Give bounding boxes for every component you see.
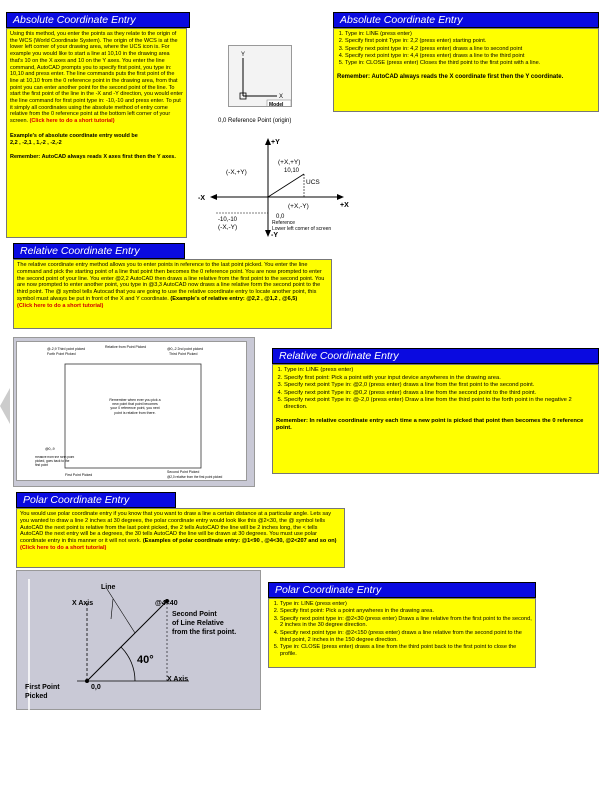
relative-steps-remember: Remember: In relative coordinate entry each time a new point is picked that point then becomes the 0 reference point. [276, 417, 584, 431]
polar-example: (Examples of polar coordinate entry: @1<90 , @4<30, @2<207 and so on) [142, 538, 337, 545]
quadrant-1: (+X,+Y) [278, 159, 301, 166]
polar-step: 2. Specify first point: Pick a point anywheres in the drawing area. [280, 608, 532, 615]
polar-second-point-1: Second Point [172, 611, 217, 618]
absolute-steps-header: Absolute Coordinate Entry [333, 12, 599, 28]
origin-caption: Lower left corner of screen [272, 226, 332, 232]
quadrant-3-value: -10,-10 [218, 217, 238, 223]
fig-top-right: @0,-2 2nd point picked [167, 347, 204, 351]
absolute-example-values: 2,2 , -2,1 , 1,-2 , -2,-2 [10, 139, 62, 146]
reference-point-caption: 0,0 Reference Point (origin) [218, 118, 292, 124]
fig-bottom-left: First Point Picked [65, 473, 93, 477]
quadrant-3: (-X,-Y) [218, 224, 238, 231]
ucs-label: UCS [306, 179, 320, 186]
polar-second-point-3: from the first point. [172, 629, 237, 636]
relative-step: 3. Specify next point Type in: @2,0 (press enter) draws a line from the first point to the second point. [284, 382, 595, 389]
absolute-step: 5. Type in: CLOSE (press enter) Closes the third point to the first point with a line. [345, 60, 595, 67]
absolute-step: 4. Specify next point type in: 4,4 (press enter) draws a line to the third point [345, 53, 595, 60]
fig-left-low: Relative from the forth point picked, goes back to the first point [35, 456, 75, 467]
polar-tutorial-link[interactable]: (Click here to do a short tutorial) [20, 545, 107, 552]
ucs-icon-figure [228, 45, 292, 107]
polar-header: Polar Coordinate Entry [16, 492, 176, 508]
polar-body: You would use polar coordinate entry if you know that you want to draw a line a certain distance at a particular angle. Lets say you wanted to draw a line 2 inches at 30 degrees, the polar coordinate entry would look like this @2<30, the @ symbol tells AutoCAD the next point is relative from the last point picked, the 2 tells AutoCAD the line will be 2 inches long, the < tells AutoCAD the next entry will be a degrees, the 30 tells AutoCAD the line will be drawn at 30 degrees. You must use polar coordinate entry in this manner or it will not work. [20, 511, 332, 545]
polar-figure [16, 570, 261, 710]
absolute-text-box [6, 28, 187, 238]
ucs-y-label: Y [241, 52, 246, 58]
axis-x-neg: -X [198, 195, 205, 202]
polar-origin: 0,0 [91, 684, 101, 691]
axis-x-pos: +X [340, 202, 349, 209]
polar-first-point-1: First Point [25, 684, 60, 691]
relative-text-box [13, 259, 332, 329]
absolute-steps-box [333, 28, 599, 112]
relative-steps-header: Relative Coordinate Entry [272, 348, 599, 364]
polar-first-point-2: Picked [25, 693, 48, 700]
relative-tutorial-link[interactable]: (Click here to do a short tutorial) [17, 302, 104, 309]
relative-step: 5. Specify next point Type in: @-2,0 (press enter) Draw a line from the third point to the forth point in the negative 2 direction. [284, 397, 595, 411]
chevron-left-icon[interactable] [0, 388, 10, 424]
fig-top-mid: Relative from Point Picked [105, 345, 147, 349]
absolute-header: Absolute Coordinate Entry [6, 12, 190, 28]
origin-reference: Reference [272, 220, 296, 226]
polar-step: 4. Specify next point type in: @2<150 (press enter) draws a line relative from the second point to the third point, 2 inches in the 150 degree direction. [280, 630, 532, 644]
relative-figure [16, 341, 247, 481]
polar-steps-header: Polar Coordinate Entry [268, 582, 536, 598]
absolute-step: 1. Type in: LINE (press enter) [345, 31, 595, 38]
fig-top-left-2: Forth Point Picked [47, 352, 76, 356]
fig-top-right-2: Third Point Picked [169, 352, 198, 356]
absolute-example-label: Example's of absolute coordinate entry would be [10, 132, 138, 139]
model-tab: Model [269, 102, 284, 107]
polar-text-box [16, 508, 345, 568]
quadrant-2: (-X,+Y) [226, 169, 247, 176]
fig-center-note: Remember when ever you pick a new point that point becomes your 0 reference point, you next point is relative from there. [109, 398, 161, 415]
fig-bottom-right: Second Point Picked [167, 470, 200, 474]
fig-top-left: @-2,9 Third point picked [47, 347, 86, 351]
relative-step: 4. Specify next point Type in: @0,2 (press enter) draws a line from the second point to the third point. [284, 390, 595, 397]
polar-step: 1. Type in: LINE (press enter) [280, 601, 532, 608]
polar-step: 5. Type in: CLOSE (press enter) draws a line from the third point back to the first point to close the profile. [280, 644, 532, 658]
absolute-step: 3. Specify next point type in: 4,2 (press enter) draws a line to second point [345, 46, 595, 53]
quadrant-diagram [196, 134, 351, 238]
absolute-tutorial-link[interactable]: (Click here to do a short tutorial) [29, 118, 115, 125]
fig-bottom-right-2: @2,0 relative from the first point picked [167, 475, 223, 479]
polar-entry: @4<40 [155, 600, 178, 607]
relative-body: The relative coordinate entry method allows you to enter points in reference to the last point picked. You enter the line command and pick the starting point of a line that point then becomes the 0 reference point. You are now prompted to enter the second point of your line. You enter @2,2 AutoCAD then draws a line relative from the first point to the second point. You are now prompted to enter another point, you type in @3,3 AutoCAD now draws a line relative form the second point to the third point. The @ symbol tells Autocad that you are going to use the relative coordinate entry to locate another point, this symbol must always be put in front of the X and Y coordinate. [17, 262, 325, 303]
polar-line-label: Line [101, 584, 116, 591]
polar-second-point-2: of Line Relative [172, 620, 224, 627]
relative-steps-box [272, 364, 599, 474]
relative-step: 1. Type in: LINE (press enter) [284, 367, 595, 374]
absolute-body: Using this method, you enter the points as they relate to the origin of the WCS (World Coordinate System). The origin of the WCS is at the lower left corner of your drawing area, where the UCS icon is. For example you would like to start a line at 10,10 in the drawing area that's 10 on the X axes and 10 on the Y axes. You enter the line command, AutoCAD prompts you to specify first point, you type in: 10,10 and press enter. The line commands puts the first point of the line at 10,10 from the 0 reference point in the drawing area, from that point you can enter another point for the second point of the line. To start the first point of the line in the -X and -Y direction, you would enter the line command for first point type in: -10,-10 and press enter. To put it simply all coordinates using the absolute method of entry come relative from the 0 reference point at the bottom left corner of your screen. [10, 31, 183, 125]
relative-header: Relative Coordinate Entry [13, 243, 185, 259]
relative-step: 2. Specify first point: Pick a point with your input device anywheres in the drawing area. [284, 375, 595, 382]
origin-value: 0,0 [276, 214, 285, 220]
axis-y-pos: +Y [271, 139, 280, 146]
absolute-steps-remember: Remember: AutoCAD always reads the X coordinate first then the Y coordinate. [337, 73, 564, 80]
ucs-x-label: X [279, 94, 284, 100]
quadrant-1-value: 10,10 [284, 168, 300, 174]
polar-step: 3. Specify next point type in: @2<30 (press enter) Draws a line relative from the first point to the second, 2 inches in the 30 degree direction. [280, 616, 532, 630]
relative-example: (Example's of relative entry: @2,2 , @1,2 , @6,5) [170, 296, 298, 303]
fig-left-mid: @0,-9 [45, 447, 55, 451]
absolute-step: 2. Specify first point Type in: 2,2 (press enter) starting point. [345, 38, 595, 45]
quadrant-4: (+X,-Y) [288, 203, 309, 210]
polar-steps-box [268, 598, 536, 668]
axis-y-neg: -Y [271, 232, 278, 238]
polar-x-axis-right: X Axis [167, 676, 189, 683]
polar-x-axis-top: X Axis [72, 600, 94, 607]
absolute-remember: Remember: AutoCAD always reads X axes first then the Y axes. [10, 154, 176, 161]
polar-angle: 40° [137, 654, 154, 666]
ucs-icon [229, 46, 292, 107]
